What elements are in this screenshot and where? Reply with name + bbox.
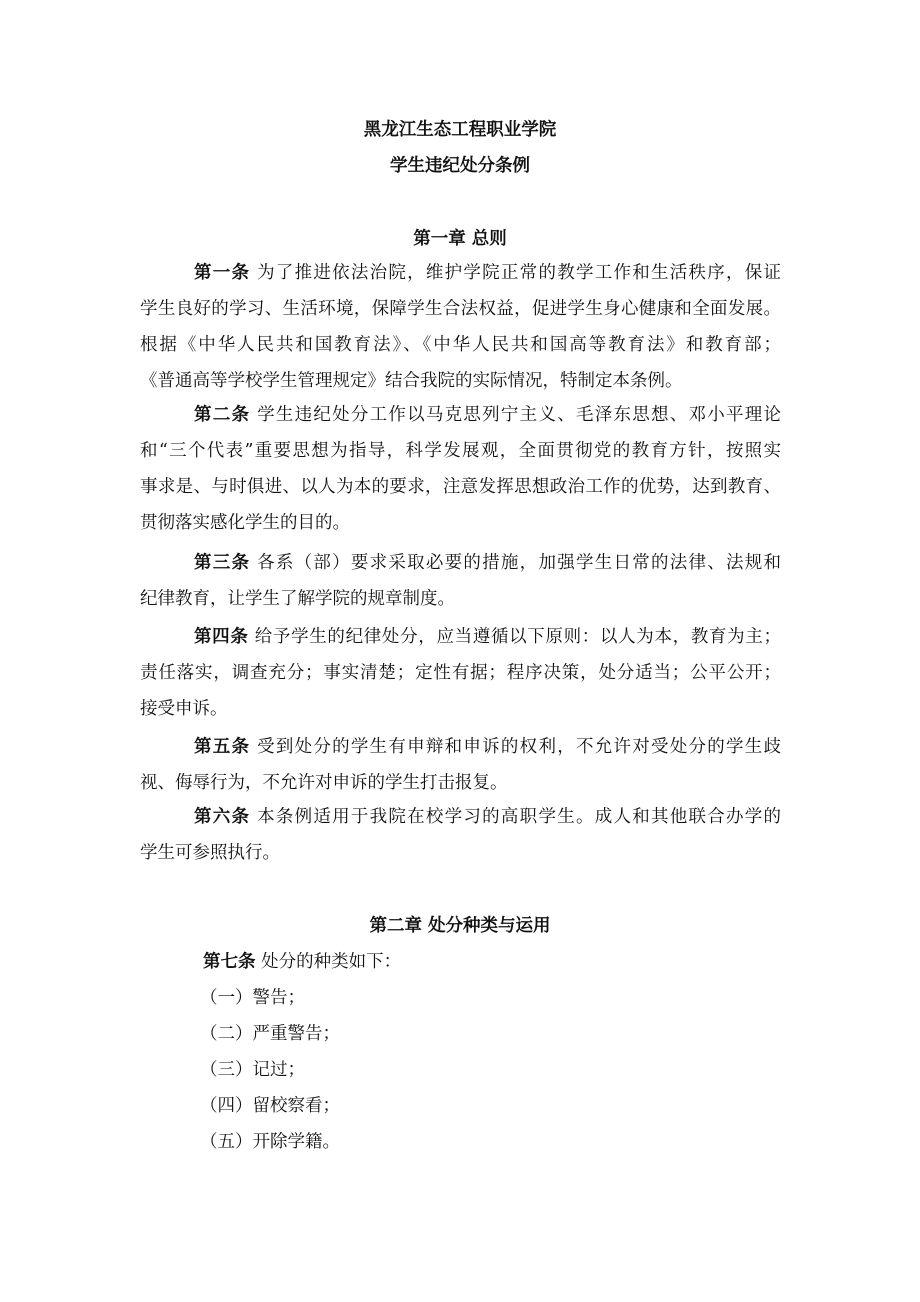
article-3-line-1: 第三条 各系（部）要求采取必要的措施，加强学生日常的法律、法规和 xyxy=(194,553,782,573)
article-1-line-4: 《普通高等学校学生管理规定》结合我院的实际情况，特制定本条例。 xyxy=(140,371,683,391)
document-title-institution: 黑龙江生态工程职业学院 xyxy=(363,120,557,140)
article-2-line-2: 和“三个代表”重要思想为指导，科学发展观，全面贯彻党的教育方针，按照实 xyxy=(140,441,781,461)
penalty-item-1: （一）警告； xyxy=(200,988,305,1008)
article-6-line-1: 第六条 本条例适用于我院在校学习的高职学生。成人和其他联合办学的 xyxy=(194,807,782,827)
article-3-line-2: 纪律教育，让学生了解学院的规章制度。 xyxy=(140,589,455,609)
article-1-line-3: 根据《中华人民共和国教育法》、《中华人民共和国高等教育法》和教育部； xyxy=(140,335,781,355)
chapter-1-heading: 第一章 总则 xyxy=(413,229,507,249)
penalty-item-5: （五）开除学籍。 xyxy=(200,1132,340,1152)
article-7-line: 第七条 处分的种类如下： xyxy=(203,952,402,972)
penalty-item-2: （二）严重警告； xyxy=(200,1024,340,1044)
article-2-line-4: 贯彻落实感化学生的目的。 xyxy=(140,513,350,533)
article-1-line-1: 第一条 为了推进依法治院，维护学院正常的教学工作和生活秩序，保证 xyxy=(194,263,782,283)
article-6-label: 第六条 xyxy=(194,807,251,827)
document-title-regulation: 学生违纪处分条例 xyxy=(390,156,530,176)
article-4-label: 第四条 xyxy=(194,627,249,647)
penalty-item-3: （三）记过； xyxy=(200,1060,305,1080)
article-1-label: 第一条 xyxy=(194,263,251,283)
penalty-item-4: （四）留校察看； xyxy=(200,1096,340,1116)
article-4-line-2: 责任落实，调查充分；事实清楚；定性有据；程序决策，处分适当；公平公开； xyxy=(140,663,781,683)
article-2-line-1: 第二条 学生违纪处分工作以马克思列宁主义、毛泽东思想、邓小平理论 xyxy=(194,405,782,425)
article-5-label: 第五条 xyxy=(194,737,251,757)
article-6-line-2: 学生可参照执行。 xyxy=(140,843,280,863)
article-3-label: 第三条 xyxy=(194,553,251,573)
article-5-line-2: 视、侮辱行为，不允许对申诉的学生打击报复。 xyxy=(140,773,508,793)
article-2-label: 第二条 xyxy=(194,405,251,425)
article-1-line-2: 学生良好的学习、生活环境，保障学生合法权益，促进学生身心健康和全面发展。 xyxy=(140,299,781,319)
article-4-line-3: 接受申诉。 xyxy=(140,699,228,719)
article-7-label: 第七条 xyxy=(203,952,256,972)
article-4-line-1: 第四条 给予学生的纪律处分，应当遵循以下原则：以人为本，教育为主； xyxy=(194,627,781,647)
article-2-line-3: 事求是、与时俱进、以人为本的要求，注意发挥思想政治工作的优势，达到教育、 xyxy=(140,477,781,497)
article-5-line-1: 第五条 受到处分的学生有申辩和申诉的权利，不允许对受处分的学生歧 xyxy=(194,737,782,757)
chapter-2-heading: 第二章 处分种类与运用 xyxy=(369,916,551,936)
